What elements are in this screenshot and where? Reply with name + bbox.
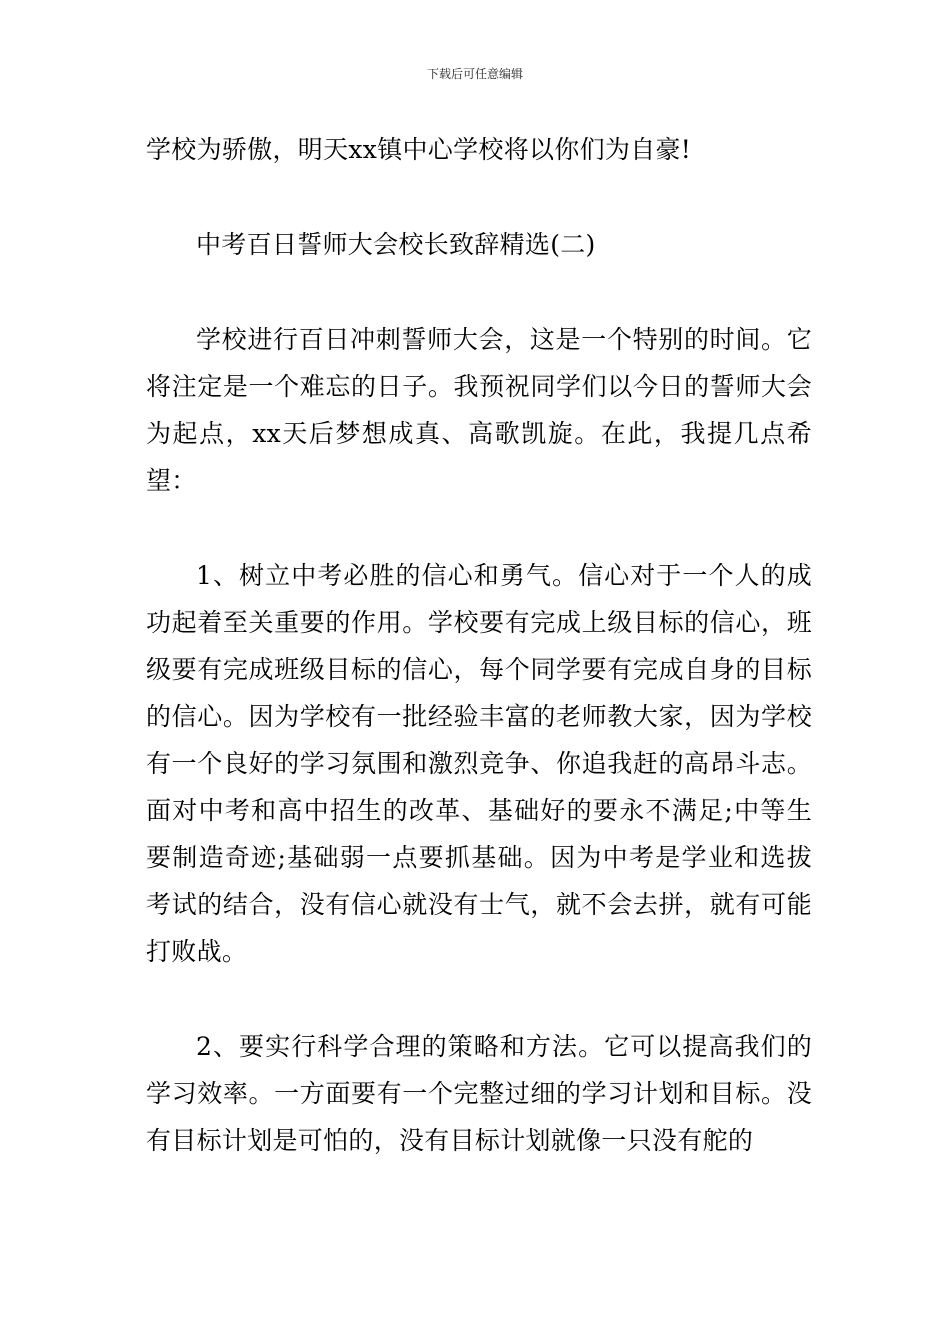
paragraph-gap — [146, 975, 812, 1023]
paragraph-gap — [146, 268, 812, 316]
paragraph-point-1: 1、树立中考必胜的信心和勇气。信心对于一个人的成功起着至关重要的作用。学校要有完成上级目标的信心，班级要有完成班级目标的信心，每个同学要有完成自身的目标的信心。因为学校有一批经验丰富的老师教大家，因为学校有一个良好的学习氛围和激烈竞争、你追我赶的高昂斗志。面对中考和高中招生的改革、基础好的要永不满足;中等生要制造奇迹;基础弱一点要抓基础。因为中考是学业和选拔考试的结合，没有信心就没有士气，就不会去拼，就有可能打败战。 — [146, 561, 812, 966]
paragraph-point-2: 2、要实行科学合理的策略和方法。它可以提高我们的学习效率。一方面要有一个完整过细的学习计划和目标。没有目标计划是可怕的，没有目标计划就像一只没有舵的 — [146, 1032, 812, 1155]
document-body — [146, 126, 812, 1164]
page-header: 下载后可任意编辑 — [426, 67, 523, 81]
paragraph-gap — [146, 504, 812, 552]
paragraph-gap — [146, 173, 812, 221]
section-title: 中考百日誓师大会校长致辞精选(二) — [196, 230, 596, 259]
paragraph-closing-line: 学校为骄傲，明天xx镇中心学校将以你们为自豪! — [146, 135, 692, 164]
paragraph-intro: 学校进行百日冲刺誓师大会，这是一个特别的时间。它将注定是一个难忘的日子。我预祝同学们以今日的誓师大会为起点，xx天后梦想成真、高歌凯旋。在此，我提几点希望： — [146, 325, 812, 495]
